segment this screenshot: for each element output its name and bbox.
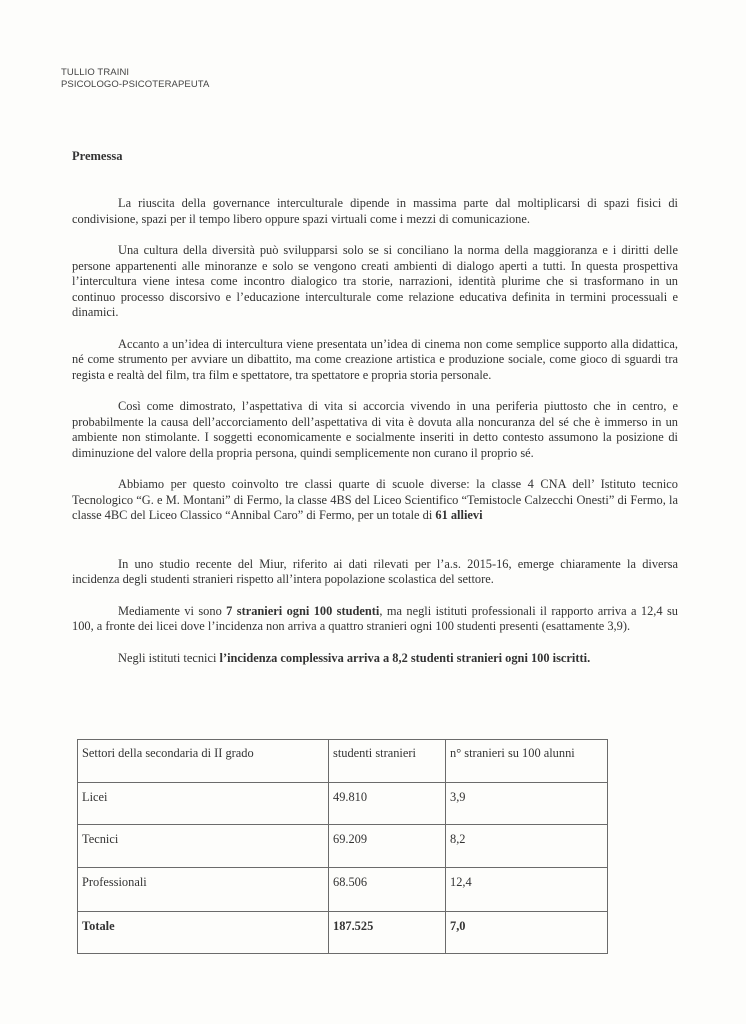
paragraph-6: In uno studio recente del Miur, riferito ai dati rilevati per l’a.s. 2015-16, emerge chiaramente la diversa incidenza degli studenti stranieri rispetto all’intera popolazione scolastica del settore. xyxy=(72,556,678,586)
table-cell: 187.525 xyxy=(329,912,446,954)
table-cell: 3,9 xyxy=(446,783,608,825)
table-row xyxy=(78,868,608,912)
table-row xyxy=(78,825,608,868)
table-cell: 8,2 xyxy=(446,825,608,868)
table-cell: 69.209 xyxy=(329,825,446,868)
table-total-row xyxy=(78,912,608,954)
table-header-cell: Settori della secondaria di II grado xyxy=(78,740,329,783)
table-cell: Tecnici xyxy=(78,825,329,868)
paragraph-7-text-a: Mediamente vi sono xyxy=(118,603,227,618)
paragraph-2: Una cultura della diversità può svilupparsi solo se si conciliano la norma della maggioranza e i diritti delle persone appartenenti alle minoranze e solo se vengono creati ambienti di dialogo aperti a tutti. In questa prospettiva l’intercultura viene intesa come incontro dialogico tra storie, narrazioni, identità plurime che si trasformano in un continuo processo discorsivo e l’educazione interculturale come relazione educativa definita in termini processuali e dinamici. xyxy=(72,243,678,319)
paragraph-3: Accanto a un’idea di intercultura viene presentata un’idea di cinema non come semplice supporto alla didattica, né come strumento per avviare un dibattito, ma come creazione artistica e produzione sociale, come gioco di sguardi tra regista e realtà del film, tra film e spettatore, tra spettatore e propria storia personale. xyxy=(72,336,678,382)
paragraph-7 xyxy=(72,604,678,635)
paragraph-8 xyxy=(72,651,678,667)
table-cell: Licei xyxy=(78,783,329,825)
paragraph-7-bold: 7 stranieri ogni 100 studenti xyxy=(226,603,380,618)
letterhead xyxy=(61,67,209,91)
table-header-cell: studenti stranieri xyxy=(329,740,446,783)
table-cell: 68.506 xyxy=(329,868,446,912)
table-header-row xyxy=(78,740,608,783)
document-body xyxy=(72,196,678,666)
paragraph-4: Così come dimostrato, l’aspettativa di vita si accorcia vivendo in una periferia piuttosto che in centro, e probabilmente la causa dell’accorciamento dell’aspettativa di vita è dovuta alla noncuranza del sé che è immerso in un ambiente non stimolante. I soggetti economicamente e socialmente inseriti in detto contesto assumono la posizione di diminuzione del valore della propria persona, quindi semplicemente non curano il proprio sé. xyxy=(72,399,678,460)
paragraph-1: La riuscita della governance interculturale dipende in massima parte dal moltiplicarsi di spazi fisici di condivisione, spazi per il tempo libero oppure spazi virtuali come i mezzi di comunicazione. xyxy=(72,196,678,226)
section-title: Premessa xyxy=(72,149,123,163)
paragraph-8-bold: l’incidenza complessiva arriva a 8,2 studenti stranieri ogni 100 iscritti. xyxy=(219,650,591,665)
table-row xyxy=(78,783,608,825)
paragraph-7-text-b: , ma negli istituti professionali il rapporto arriva a 12,4 su 100, a fronte dei licei dove l’incidenza non arriva a quattro stranieri ogni 100 studenti presenti (esattamente 3,9). xyxy=(72,603,678,633)
foreign-students-table xyxy=(77,739,608,954)
table-cell: 7,0 xyxy=(446,912,608,954)
table-cell: Professionali xyxy=(78,868,329,912)
table-cell: Totale xyxy=(78,912,329,954)
table-cell: 12,4 xyxy=(446,868,608,912)
table-header-cell: n° stranieri su 100 alunni xyxy=(446,740,608,783)
author-name: TULLIO TRAINI xyxy=(61,67,130,78)
paragraph-8-text: Negli istituti tecnici xyxy=(118,650,220,665)
paragraph-5-bold: 61 allievi xyxy=(435,508,483,522)
paragraph-5 xyxy=(72,477,678,524)
author-role: PSICOLOGO-PSICOTERAPEUTA xyxy=(61,79,210,90)
table-cell: 49.810 xyxy=(329,783,446,825)
paragraph-5-text: Abbiamo per questo coinvolto tre classi quarte di scuole diverse: la classe 4 CNA dell’ Istituto tecnico Tecnologico “G. e M. Montani” di Fermo, la classe 4BS del Liceo Scientifico “Temistocle Calzecchi Onesti” di Fermo, la classe 4BC del Liceo Classico “Annibal Caro” di Fermo, per un totale di xyxy=(72,477,678,522)
